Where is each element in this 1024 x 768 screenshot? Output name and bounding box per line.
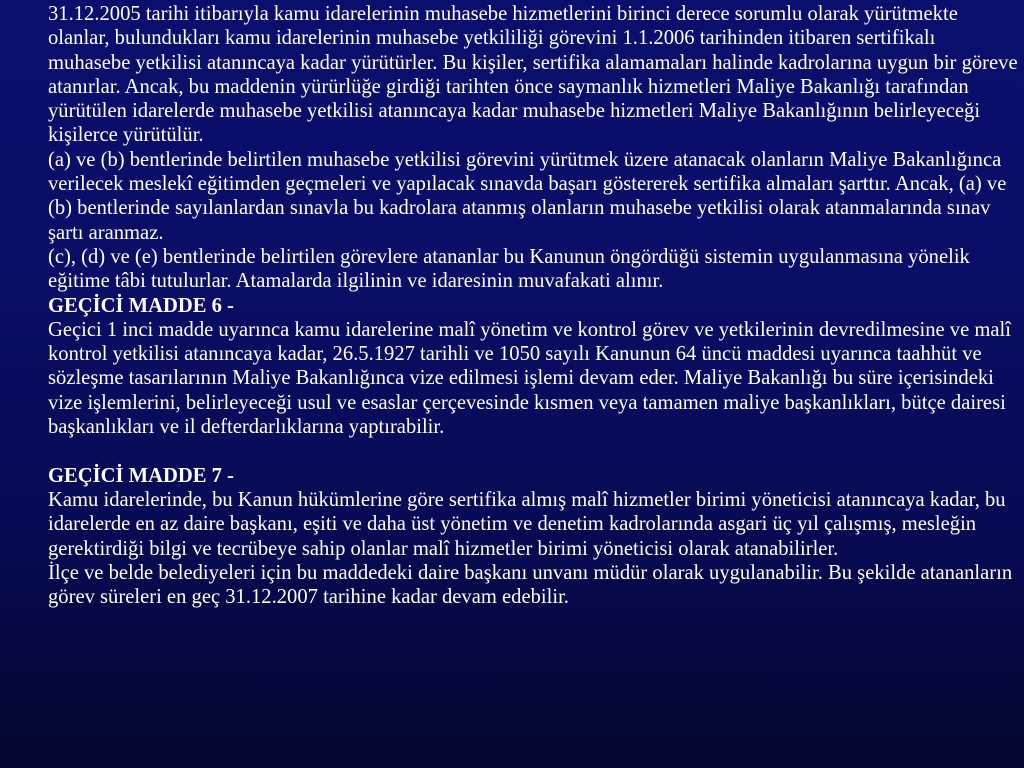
paragraph-training-requirement: (c), (d) ve (e) bentlerinde belirtilen görevlere atananlar bu Kanunun öngördüğü sistemin uygulanmasına yönelik eğitime tâbi tutulurlar. Atamalarda ilgilinin ve idaresinin muvafakati alınır. bbox=[48, 245, 970, 293]
heading-temporary-article-7: GEÇİCİ MADDE 7 - bbox=[48, 464, 234, 487]
paragraph-temporary-article-6-body: Geçici 1 inci madde uyarınca kamu idarelerine malî yönetim ve kontrol görev ve yetkilerinin devredilmesine ve malî kontrol yetkilisi atanıncaya kadar, 26.5.1927 tarihli ve 1050 sayılı Kanunun 64 üncü maddesi uyarınca taahhüt ve sözleşme tasarılarının Maliye Bakanlığınca vize edilmesi işlemi devam eder. Maliye Bakanlığı bu süre içerisindeki vize işlemlerini, belirleyeceği usul ve esaslar çerçevesinde kısmen veya tamamen maliye başkanlıkları, bütçe dairesi başkanlıkları ve il defterdarlıklarına yaptırabilir. bbox=[48, 318, 1011, 439]
slide-text-body bbox=[48, 2, 1020, 609]
paragraph-transition-accounting: 31.12.2005 tarihi itibarıyla kamu idarelerinin muhasebe hizmetlerini birinci derece sorumlu olarak yürütmekte olanlar, bulundukları kamu idarelerinin muhasebe yetkililiği görevini 1.1.2006 tarihinden itibaren sertifikalı muhasebe yetkilisi atanıncaya kadar yürütürler. Bu kişiler, sertifika alamamaları halinde kadrolarına uygun bir göreve atanırlar. Ancak, bu maddenin yürürlüğe girdiği tarihten önce saymanlık hizmetleri Maliye Bakanlığı tarafından yürütülen idarelerde muhasebe yetkilisi atanıncaya kadar muhasebe hizmetleri Maliye Bakanlığının belirleyeceği kişilerce yürütülür. bbox=[48, 3, 1018, 147]
paragraph-certification-requirement: (a) ve (b) bentlerinde belirtilen muhasebe yetkilisi görevini yürütmek üzere atanacak olanların Maliye Bakanlığınca verilecek meslekî eğitimden geçmeleri ve yapılacak sınavda başarı göstererek sertifika almaları şarttır. Ancak, (a) ve (b) bentlerinde sayılanlardan sınavla bu kadrolara atanmış olanların muhasebe yetkilisi olarak atanmalarında sınav şartı aranmaz. bbox=[48, 148, 1007, 244]
heading-temporary-article-6: GEÇİCİ MADDE 6 - bbox=[48, 294, 234, 317]
paragraph-temporary-article-7-body: Kamu idarelerinde, bu Kanun hükümlerine göre sertifika almış malî hizmetler birimi yöneticisi atanıncaya kadar, bu idarelerde en az daire başkanı, eşiti ve daha üst yönetim ve denetim kadrolarında asgari üç yıl çalışmış, mesleğin gerektirdiği bilgi ve tecrübeye sahip olanlar malî hizmetler birimi yöneticisi olarak atanabilirler. bbox=[48, 488, 1006, 560]
paragraph-spacer bbox=[48, 439, 1020, 463]
paragraph-municipality-rule: İlçe ve belde belediyeleri için bu maddedeki daire başkanı unvanı müdür olarak uygulanabilir. Bu şekilde atananların görev süreleri en geç 31.12.2007 tarihine kadar devam edebilir. bbox=[48, 561, 1013, 609]
